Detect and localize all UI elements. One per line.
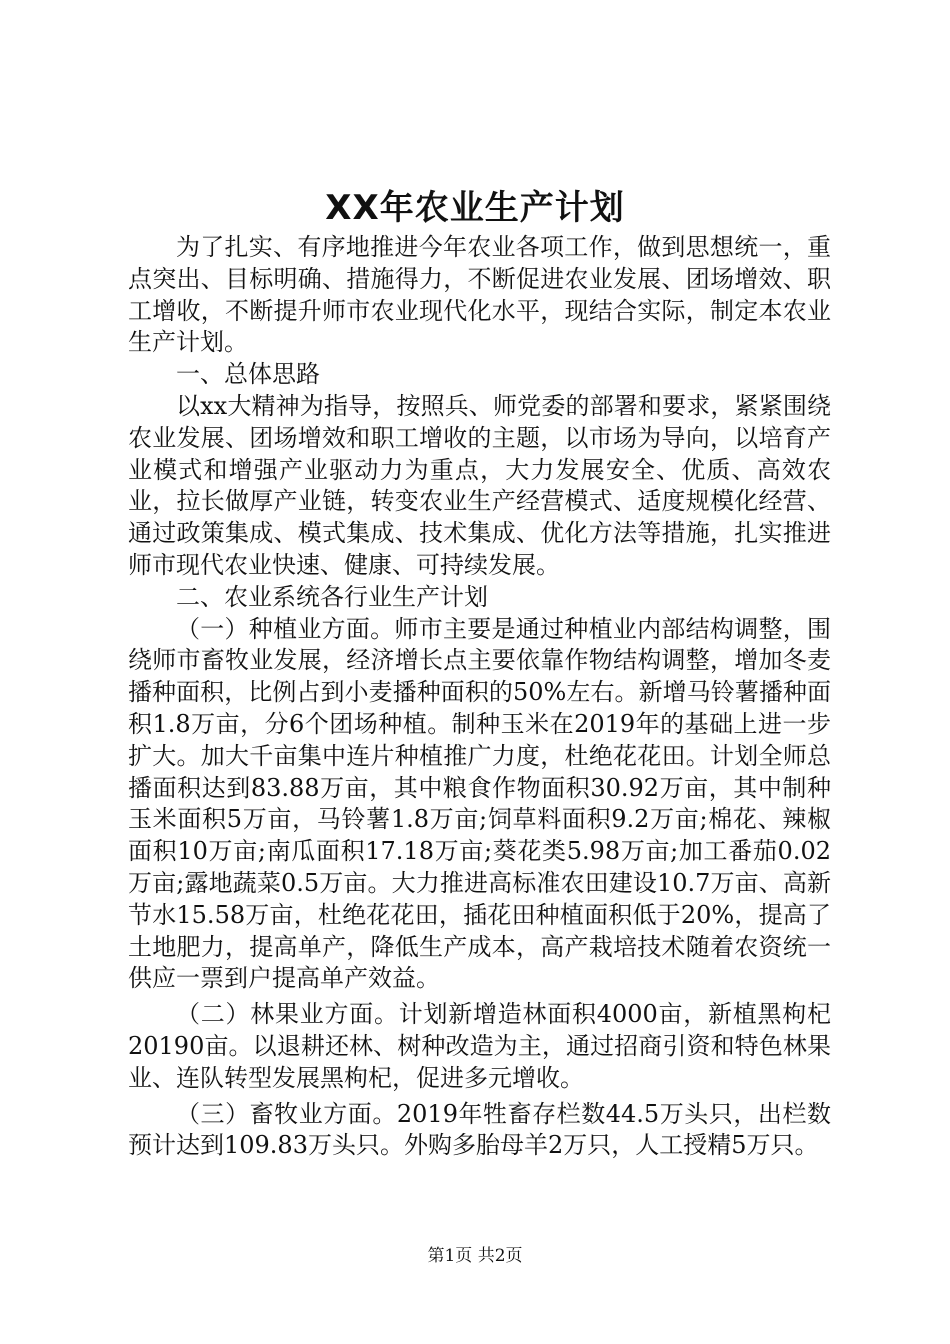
livestock-paragraph: （三）畜牧业方面。2019年牲畜存栏数44.5万头只，出栏数预计达到109.83万头只。外购多胎母羊2万只，人工授精5万只。 <box>128 1099 831 1160</box>
page-footer: 第1页 共2页 <box>427 1246 523 1266</box>
overall-paragraph: 以xx大精神为指导，按照兵、师党委的部署和要求，紧紧围绕农业发展、团场增效和职工增收的主题，以市场为导向，以培育产业模式和增强产业驱动力为重点，大力发展安全、优质、高效农业，拉长做厚产业链，转变农业生产经营模式、适度规模化经营、通过政策集成、模式集成、技术集成、优化方法等措施，扎实推进师市现代农业快速、健康、可持续发展。 <box>128 391 831 579</box>
section-heading-overall: 一、总体思路 <box>176 360 320 389</box>
section-heading-plans: 二、农业系统各行业生产计划 <box>176 582 488 611</box>
document-title: XX年农业生产计划 <box>325 188 625 228</box>
intro-paragraph: 为了扎实、有序地推进今年农业各项工作，做到思想统一，重点突出、目标明确、措施得力，不断促进农业发展、团场增效、职工增收，不断提升师市农业现代化水平，现结合实际，制定本农业生产计划。 <box>128 233 831 357</box>
forestry-paragraph: （二）林果业方面。计划新增造林面积4000亩，新植黑枸杞20190亩。以退耕还林、树种改造为主，通过招商引资和特色林果业、连队转型发展黑枸杞，促进多元增收。 <box>128 1000 831 1092</box>
planting-paragraph: （一）种植业方面。师市主要是通过种植业内部结构调整，围绕师市畜牧业发展，经济增长点主要依靠作物结构调整，增加冬麦播种面积，比例占到小麦播种面积的50%左右。新增马铃薯播种面积1.8万亩，分6个团场种植。制种玉米在2019年的基础上进一步扩大。加大千亩集中连片种植推广力度，杜绝花花田。计划全师总播面积达到83.88万亩，其中粮食作物面积30.92万亩，其中制种玉米面积5万亩，马铃薯1.8万亩;饲草料面积9.2万亩;棉花、辣椒面积10万亩;南瓜面积17.18万亩;葵花类5.98万亩;加工番茄0.02万亩;露地蔬菜0.5万亩。大力推进高标准农田建设10.7万亩、高新节水15.58万亩，杜绝花花田，插花田种植面积低于20%，提高了土地肥力，提高单产，降低生产成本，高产栽培技术随着农资统一供应一票到户提高单产效益。 <box>128 614 831 993</box>
document-body <box>128 232 831 1162</box>
